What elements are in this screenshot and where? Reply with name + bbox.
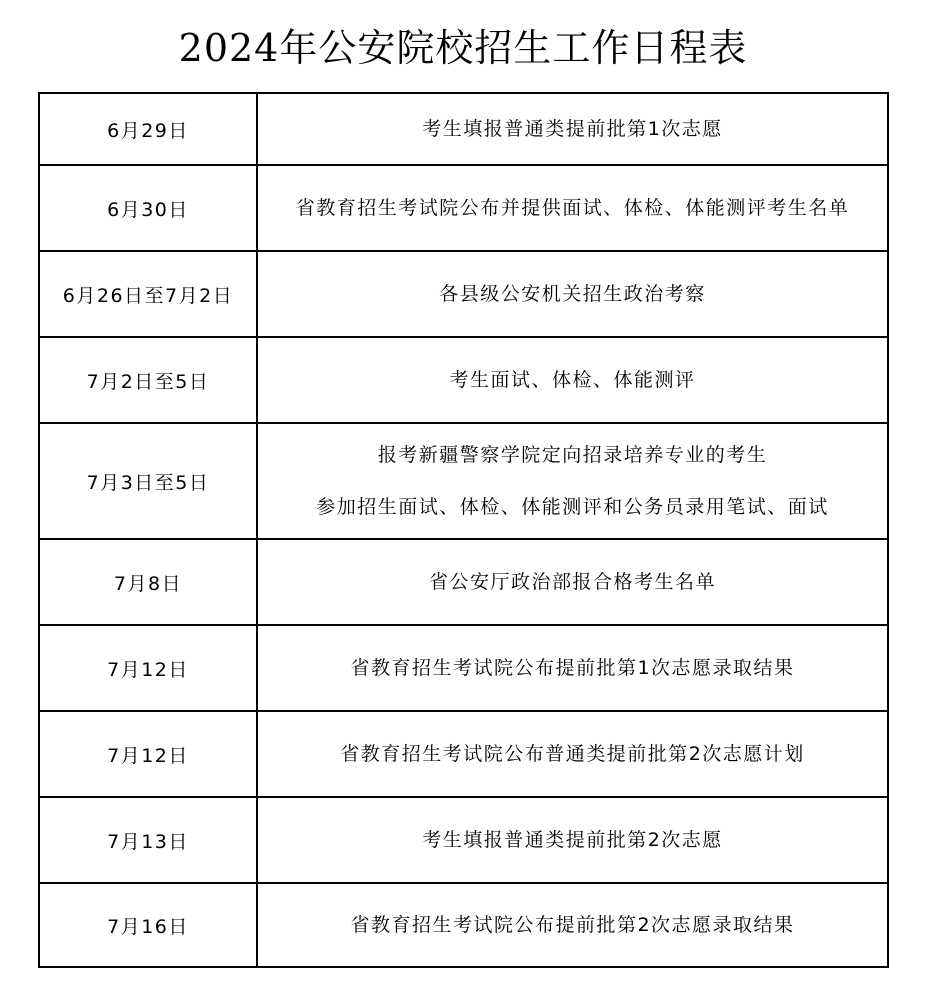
event-line: 报考新疆警察学院定向招录培养专业的考生 [377,444,768,466]
table-row [39,93,888,165]
event-cell [257,251,888,337]
event-line: 省教育招生考试院公布普通类提前批第2次志愿计划 [340,743,805,765]
table-row [39,423,888,539]
date-cell: 6月30日 [39,165,257,251]
event-line: 省公安厅政治部报合格考生名单 [428,571,716,593]
event-line: 考生填报普通类提前批第2次志愿 [422,829,723,851]
table-row [39,165,888,251]
event-line: 考生填报普通类提前批第1次志愿 [422,118,723,140]
schedule-table-body [39,93,888,967]
date-cell: 7月8日 [39,539,257,625]
table-row [39,711,888,797]
date-cell: 7月16日 [39,883,257,967]
event-line: 考生面试、体检、体能测评 [449,369,696,391]
event-cell [257,539,888,625]
date-cell: 7月12日 [39,625,257,711]
table-row [39,251,888,337]
event-cell [257,625,888,711]
table-row [39,625,888,711]
date-cell: 7月3日至5日 [39,423,257,539]
event-cell [257,165,888,251]
page-title: 2024年公安院校招生工作日程表 [178,26,748,70]
date-cell: 6月26日至7月2日 [39,251,257,337]
table-row [39,337,888,423]
event-cell [257,337,888,423]
date-cell: 7月2日至5日 [39,337,257,423]
table-row [39,539,888,625]
event-cell [257,423,888,539]
event-cell [257,797,888,883]
event-line: 省教育招生考试院公布并提供面试、体检、体能测评考生名单 [295,197,850,219]
event-line: 省教育招生考试院公布提前批第2次志愿录取结果 [350,914,795,936]
schedule-table [38,92,889,968]
event-line: 省教育招生考试院公布提前批第1次志愿录取结果 [350,657,795,679]
event-line: 参加招生面试、体检、体能测评和公务员录用笔试、面试 [316,496,829,518]
table-row [39,797,888,883]
date-cell: 6月29日 [39,93,257,165]
event-cell [257,883,888,967]
event-line: 各县级公安机关招生政治考察 [439,283,706,305]
date-cell: 7月13日 [39,797,257,883]
table-row [39,883,888,967]
event-cell [257,711,888,797]
event-cell [257,93,888,165]
date-cell: 7月12日 [39,711,257,797]
